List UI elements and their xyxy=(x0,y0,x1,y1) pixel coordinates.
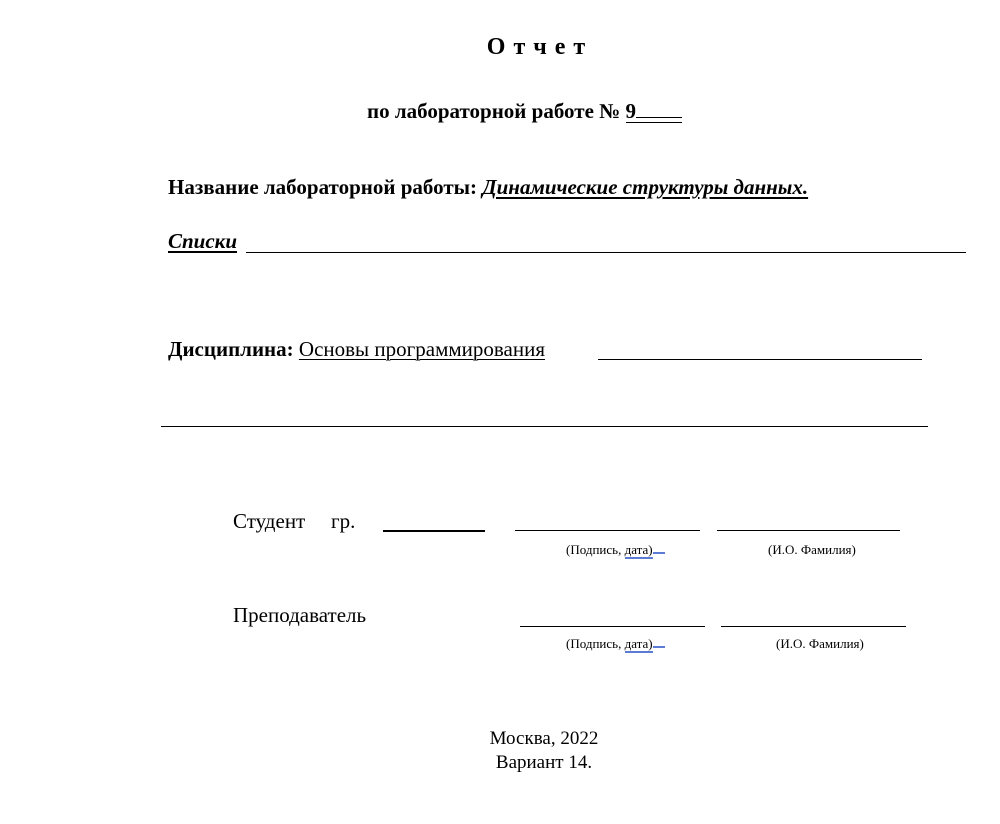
group-label: гр. xyxy=(331,509,356,533)
footer-variant: Вариант 14. xyxy=(495,752,593,773)
student-name-field xyxy=(717,530,900,531)
page-title: Отчет xyxy=(486,34,594,60)
student-label: Студент xyxy=(233,509,306,533)
student-name-caption: (И.О. Фамилия) xyxy=(768,542,856,557)
teacher-signature-field xyxy=(520,626,705,627)
lab-name-value: Динамические структуры данных. xyxy=(482,175,809,199)
lab-prefix: по лабораторной работе № xyxy=(367,99,626,123)
student-signature-caption: (Подпись, дата) xyxy=(566,542,665,558)
lab-name-blank-line xyxy=(246,252,966,253)
discipline-value: Основы программирования xyxy=(298,337,545,361)
student-date-link: дата) xyxy=(624,542,653,557)
teacher-name-caption: (И.О. Фамилия) xyxy=(776,636,864,651)
lab-number: 9 xyxy=(626,97,683,123)
lab-number-line xyxy=(367,97,682,124)
lab-name-label: Название лабораторной работы: xyxy=(168,175,483,199)
blank-line xyxy=(161,426,928,427)
footer-city-year: Москва, 2022 xyxy=(489,728,599,749)
lab-name-line xyxy=(168,175,808,200)
lab-name-continuation: Списки xyxy=(168,229,238,253)
student-group-field xyxy=(383,530,485,532)
discipline-blank-line xyxy=(598,359,922,360)
teacher-label: Преподаватель xyxy=(233,603,367,627)
student-signature-field xyxy=(515,530,700,531)
discipline-line xyxy=(168,337,545,362)
teacher-date-link: дата) xyxy=(624,636,653,651)
discipline-label: Дисциплина: xyxy=(168,337,299,361)
teacher-name-field xyxy=(721,626,906,627)
lab-number-blank xyxy=(636,97,682,118)
teacher-signature-caption: (Подпись, дата) xyxy=(566,636,665,652)
